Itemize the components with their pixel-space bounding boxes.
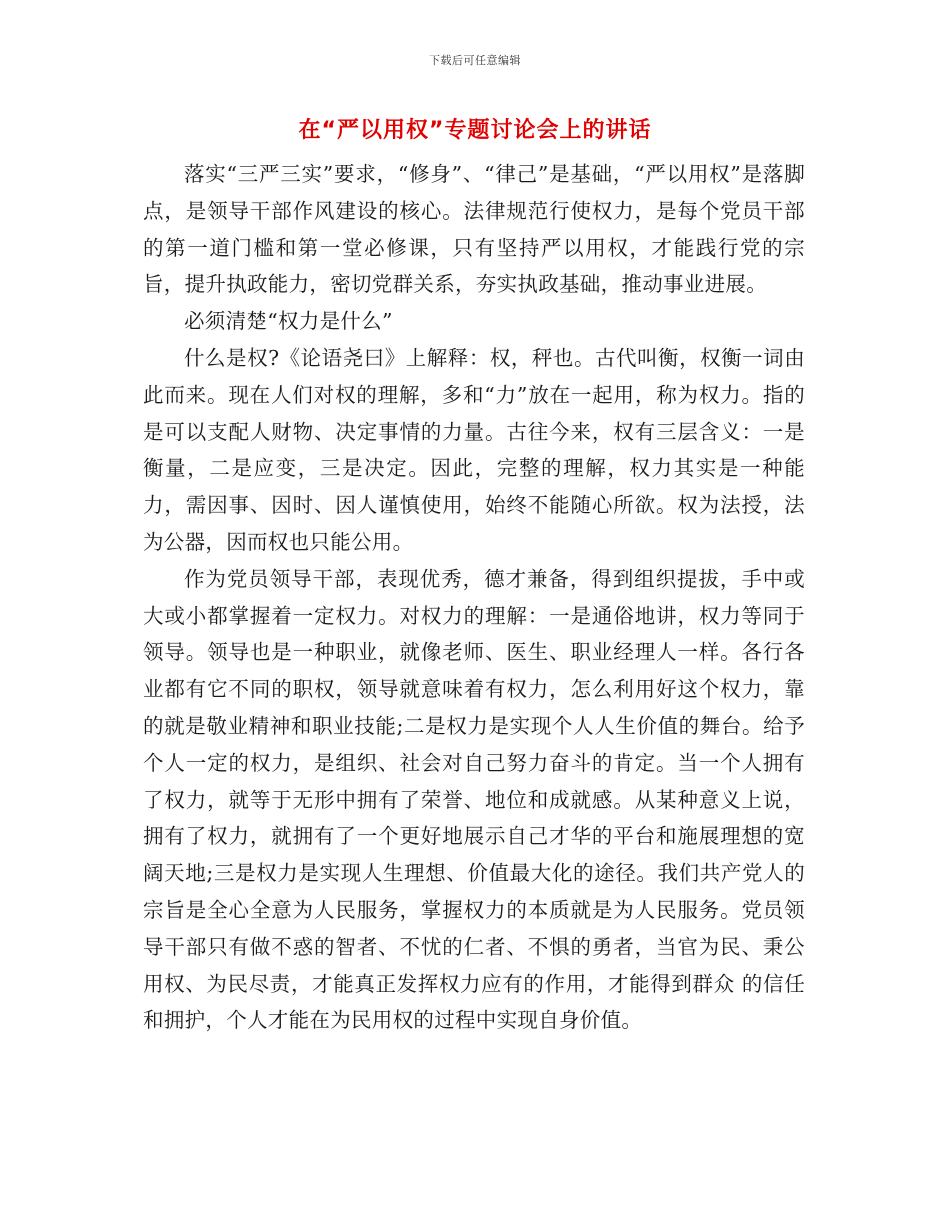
paragraph-definition: 什么是权?《论语尧曰》上解释：权，秤也。古代叫衡，权衡一词由此而来。现在人们对权的理解，多和“力”放在一起用，称为权力。指的是可以支配人财物、决定事情的力量。古往今来，权有三层含义：一是衡量，二是应变，三是决定。因此，完整的理解，权力其实是一种能力，需因事、因时、因人谨慎使用，始终不能随心所欲。权为法授，法为公器，因而权也只能公用。 — [143, 345, 805, 554]
document-title: 在“严以用权”专题讨论会上的讲话 — [298, 118, 652, 143]
document-body — [143, 156, 805, 1039]
paragraph-understanding: 作为党员领导干部，表现优秀，德才兼备，得到组织提拔，手中或大或小都掌握着一定权力。对权力的理解：一是通俗地讲，权力等同于领导。领导也是一种职业，就像老师、医生、职业经理人一样。各行各业都有它不同的职权，领导就意味着有权力，怎么利用好这个权力，靠的就是敬业精神和职业技能;二是权力是实现个人人生价值的舞台。给予个人一定的权力，是组织、社会对自己努力奋斗的肯定。当一个人拥有了权力，就等于无形中拥有了荣誉、地位和成就感。从某种意义上说，拥有了权力，就拥有了一个更好地展示自己才华的平台和施展理想的宽阔天地;三是权力是实现人生理想、价值最大化的途径。我们共产党人的宗旨是全心全意为人民服务，掌握权力的本质就是为人民服务。党员领导干部只有做不惑的智者、不忧的仁者、不惧的勇者，当官为民、秉公用权、为民尽责，才能真正发挥权力应有的作用，才能得到群众 的信任和拥护，个人才能在为民用权的过程中实现自身价值。 — [143, 566, 805, 1033]
paragraph-intro: 落实“三严三实”要求，“修身”、“律己”是基础，“严以用权”是落脚点，是领导干部作风建设的核心。法律规范行使权力，是每个党员干部的第一道门槛和第一堂必修课，只有坚持严以用权，才能践行党的宗旨，提升执政能力，密切党群关系，夯实执政基础，推动事业进展。 — [143, 162, 805, 297]
page-header-note: 下载后可任意编辑 — [429, 54, 521, 67]
section-heading: 必须清楚“权力是什么” — [184, 309, 393, 334]
